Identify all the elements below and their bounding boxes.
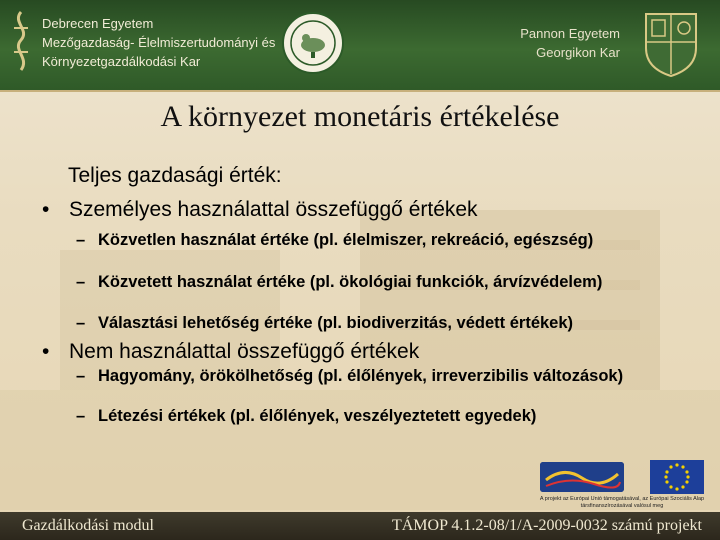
footer-bar <box>0 512 720 540</box>
left-institution-line: Környezetgazdálkodási Kar <box>42 54 201 69</box>
footer-project-id: TÁMOP 4.1.2-08/1/A-2009-0032 számú projekt <box>391 517 702 534</box>
right-institution-line: Georgikon Kar <box>536 45 620 60</box>
debrecen-university-logo-icon <box>6 8 36 76</box>
sub-list-item-text: Közvetett használat értéke (pl. ökológiai funkciók, árvízvédelem) <box>98 273 603 291</box>
eu-flag-icon <box>650 460 704 494</box>
right-institution-name <box>500 24 620 62</box>
sub-list-item-text: Közvetlen használat értéke (pl. élelmiszer, rekreáció, egészség) <box>98 231 594 249</box>
footer-module-name: Gazdálkodási modul <box>22 517 154 534</box>
dash-marker: – <box>76 367 86 385</box>
intro-heading: Teljes gazdasági érték: <box>68 164 282 187</box>
left-institution-line: Mezőgazdaság- Élelmiszertudományi és <box>42 35 276 50</box>
background-building-photo <box>0 90 720 510</box>
dash-marker: – <box>76 314 86 332</box>
dash-marker: – <box>76 273 86 291</box>
sub-list-item-text: Hagyomány, örökölhetőség (pl. élőlények, irreverzibilis változások) <box>98 367 624 385</box>
sub-list-item-text: Létezési értékek (pl. élőlények, veszélyeztetett egyedek) <box>98 407 537 425</box>
header-banner <box>0 0 720 92</box>
dash-marker: – <box>76 231 86 249</box>
left-institution-line: Debrecen Egyetem <box>42 16 154 31</box>
slide-title: A környezet monetáris értékelése <box>160 100 560 133</box>
right-institution-line: Pannon Egyetem <box>520 26 620 41</box>
bullet-point: • <box>42 198 50 221</box>
eu-funding-caption: A projekt az Európai Unió támogatásával, az Európai Szociális Alap társfinanszírozásával valósul meg <box>539 496 705 509</box>
dash-marker: – <box>76 407 86 425</box>
faculty-seal-icon <box>282 12 344 74</box>
list-item-text: Nem használattal összefüggő értékek <box>69 340 420 363</box>
sub-list-item-text: Választási lehetőség értéke (pl. biodiverzitás, védett értékek) <box>98 314 574 332</box>
left-institution-name <box>42 14 275 71</box>
georgikon-crest-icon <box>640 8 702 80</box>
bullet-point: • <box>42 340 50 363</box>
uj-magyarorszag-logo-icon <box>540 462 624 492</box>
list-item-text: Személyes használattal összefüggő értékek <box>69 198 478 221</box>
eu-funding-box <box>532 458 710 518</box>
